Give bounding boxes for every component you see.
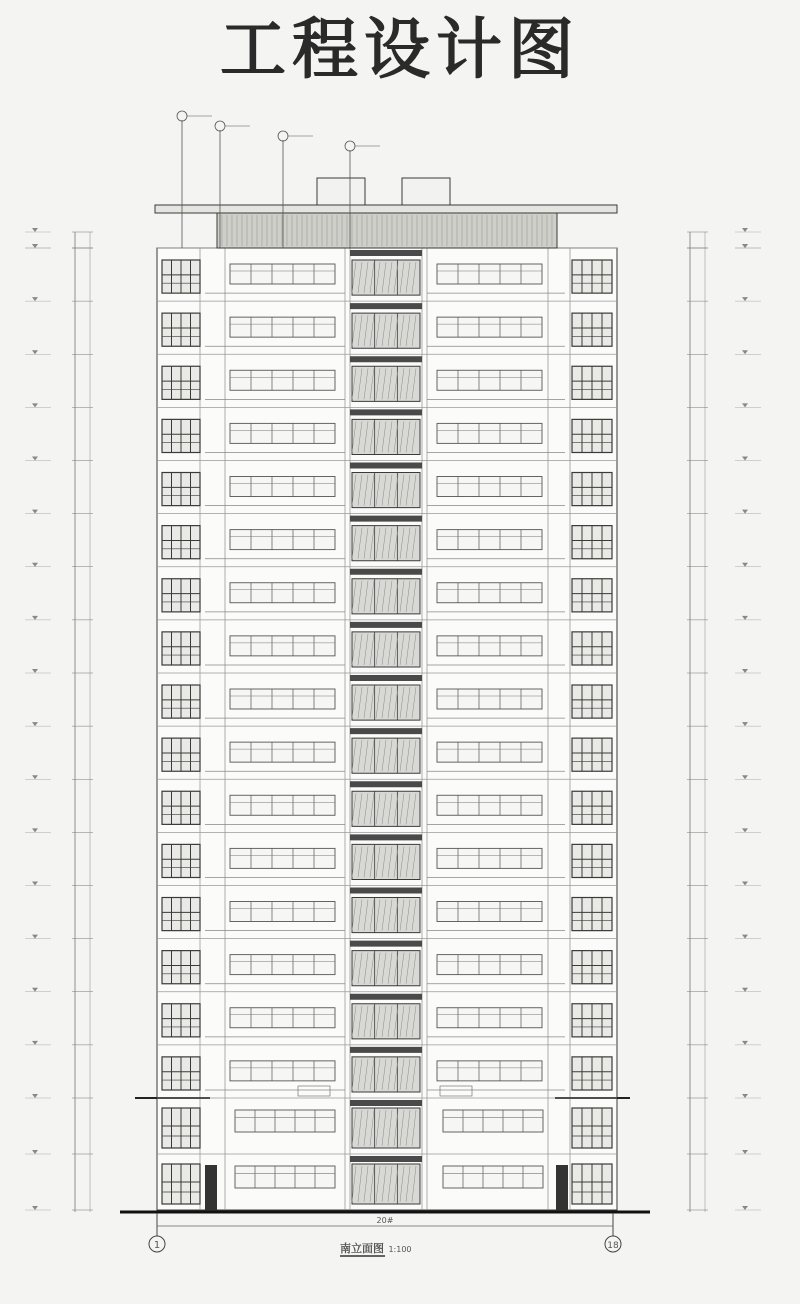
corner-window-right: [572, 791, 612, 824]
level-triangle: [742, 1094, 748, 1098]
core-dark-band: [350, 728, 422, 734]
shop-window-right: [443, 1166, 543, 1188]
balcony-window-right: [437, 477, 542, 497]
entrance-door-left: [205, 1165, 217, 1210]
axis-markers: [149, 1213, 621, 1252]
level-triangle: [742, 669, 748, 673]
level-triangle: [32, 1206, 38, 1210]
level-triangle: [742, 935, 748, 939]
corner-window-left: [162, 951, 200, 984]
corner-window-right: [572, 685, 612, 718]
level-triangle: [742, 297, 748, 301]
corner-window-left: [162, 419, 200, 452]
core-dark-band: [350, 303, 422, 309]
shop-window-left: [235, 1166, 335, 1188]
level-triangle: [742, 403, 748, 407]
corner-window-left: [162, 1164, 200, 1204]
balcony-window-right: [437, 848, 542, 868]
level-triangle: [742, 1041, 748, 1045]
level-marker: [278, 131, 288, 141]
balcony-window-left: [230, 848, 335, 868]
level-triangle: [742, 457, 748, 461]
core-window: [352, 313, 420, 348]
corner-window-right: [572, 1057, 612, 1090]
corner-window-left: [162, 685, 200, 718]
corner-window-right: [572, 844, 612, 877]
core-window: [352, 419, 420, 454]
roof-cornice: [155, 205, 617, 213]
balcony-window-right: [437, 795, 542, 815]
level-marker: [215, 121, 225, 131]
level-triangle: [32, 457, 38, 461]
level-triangle: [32, 244, 38, 248]
level-triangle: [32, 350, 38, 354]
corner-window-right: [572, 473, 612, 506]
corner-window-left: [162, 738, 200, 771]
core-window: [352, 791, 420, 826]
level-triangle: [742, 228, 748, 232]
corner-window-right: [572, 526, 612, 559]
core-dark-band: [350, 994, 422, 1000]
core-window: [352, 260, 420, 295]
level-triangle: [32, 722, 38, 726]
core-dark-band: [350, 463, 422, 469]
corner-window-left: [162, 313, 200, 346]
core-window: [352, 526, 420, 561]
balcony-window-right: [437, 689, 542, 709]
core-dark-band: [350, 1047, 422, 1053]
balcony-window-right: [437, 423, 542, 443]
core-dark-band: [350, 569, 422, 575]
level-marker: [345, 141, 355, 151]
core-window: [352, 844, 420, 879]
core-window: [352, 366, 420, 401]
level-triangle: [32, 669, 38, 673]
corner-window-right: [572, 632, 612, 665]
core-window: [352, 685, 420, 720]
corner-window-left: [162, 473, 200, 506]
entrance-door-right: [556, 1165, 568, 1210]
core-dark-band: [350, 409, 422, 415]
core-dark-band: [350, 834, 422, 840]
core-dark-band: [350, 1100, 422, 1106]
level-triangle: [32, 988, 38, 992]
balcony-window-right: [437, 530, 542, 550]
core-dark-band: [350, 675, 422, 681]
level-triangle: [742, 616, 748, 620]
corner-window-right: [572, 1108, 612, 1148]
balcony-window-right: [437, 902, 542, 922]
corner-window-left: [162, 791, 200, 824]
view-label: 南立面图: [340, 1242, 384, 1255]
corner-window-left: [162, 898, 200, 931]
core-window: [352, 473, 420, 508]
axis-end-label: 18: [607, 1241, 619, 1251]
axis-start-label: 1: [153, 1240, 161, 1251]
roof-machine-room: [402, 178, 450, 205]
corner-window-right: [572, 738, 612, 771]
corner-window-right: [572, 260, 612, 293]
level-triangle: [742, 244, 748, 248]
level-triangle: [742, 775, 748, 779]
roof-machine-room: [317, 178, 365, 205]
balcony-window-left: [230, 317, 335, 337]
corner-window-left: [162, 526, 200, 559]
corner-window-right: [572, 1004, 612, 1037]
level-triangle: [32, 297, 38, 301]
balcony-window-left: [230, 689, 335, 709]
corner-window-left: [162, 260, 200, 293]
level-triangle: [742, 722, 748, 726]
balcony-window-right: [437, 583, 542, 603]
corner-window-right: [572, 366, 612, 399]
balcony-window-left: [230, 742, 335, 762]
core-window: [352, 1004, 420, 1039]
level-triangle: [32, 1150, 38, 1154]
level-triangle: [742, 1150, 748, 1154]
level-triangle: [742, 350, 748, 354]
level-triangle: [32, 228, 38, 232]
scale-label: 1:100: [388, 1245, 412, 1254]
balcony-window-right: [437, 636, 542, 656]
corner-window-right: [572, 1164, 612, 1204]
balcony-window-left: [230, 902, 335, 922]
page-title: 工程设计图: [220, 11, 580, 88]
balcony-window-right: [437, 317, 542, 337]
roof-parapet: [155, 111, 617, 248]
balcony-window-right: [437, 264, 542, 284]
core-dark-band: [350, 356, 422, 362]
core-window: [352, 898, 420, 933]
corner-window-right: [572, 951, 612, 984]
balcony-window-right: [437, 370, 542, 390]
level-triangle: [32, 510, 38, 514]
corner-window-right: [572, 579, 612, 612]
core-dark-band: [350, 888, 422, 894]
core-window: [352, 1164, 420, 1204]
balcony-window-right: [437, 1008, 542, 1028]
balcony-window-left: [230, 795, 335, 815]
balcony-window-left: [230, 530, 335, 550]
balcony-window-right: [437, 1061, 542, 1081]
level-triangle: [742, 988, 748, 992]
level-triangle: [32, 775, 38, 779]
core-window: [352, 579, 420, 614]
core-dark-band: [350, 622, 422, 628]
level-triangle: [32, 403, 38, 407]
level-triangle: [32, 935, 38, 939]
core-window: [352, 1108, 420, 1148]
level-triangle: [742, 563, 748, 567]
balcony-window-left: [230, 1061, 335, 1081]
balcony-window-left: [230, 636, 335, 656]
core-window: [352, 632, 420, 667]
level-triangle: [32, 828, 38, 832]
level-triangle: [742, 882, 748, 886]
level-triangle: [32, 1041, 38, 1045]
core-window: [352, 1057, 420, 1092]
corner-window-right: [572, 898, 612, 931]
shop-window-left: [235, 1110, 335, 1132]
corner-window-right: [572, 313, 612, 346]
level-triangle: [32, 1094, 38, 1098]
level-triangle: [742, 1206, 748, 1210]
balcony-window-left: [230, 583, 335, 603]
corner-window-right: [572, 419, 612, 452]
corner-window-left: [162, 366, 200, 399]
level-triangle: [32, 616, 38, 620]
balcony-window-left: [230, 370, 335, 390]
core-window: [352, 738, 420, 773]
core-dark-band: [350, 941, 422, 947]
core-dark-band: [350, 1156, 422, 1162]
corner-window-left: [162, 1004, 200, 1037]
corner-window-left: [162, 579, 200, 612]
balcony-window-right: [437, 955, 542, 975]
core-dark-band: [350, 250, 422, 256]
overall-dimension-label: 20#: [376, 1216, 394, 1225]
corner-window-left: [162, 844, 200, 877]
balcony-window-left: [230, 423, 335, 443]
corner-window-left: [162, 1108, 200, 1148]
core-dark-band: [350, 516, 422, 522]
balcony-window-left: [230, 1008, 335, 1028]
drawing-caption: [340, 1241, 412, 1256]
level-triangle: [742, 510, 748, 514]
level-marker: [177, 111, 187, 121]
shop-window-right: [443, 1110, 543, 1132]
building-elevation: [135, 248, 630, 1210]
corner-window-left: [162, 1057, 200, 1090]
level-triangle: [32, 882, 38, 886]
core-window: [352, 951, 420, 986]
balcony-window-left: [230, 477, 335, 497]
core-dark-band: [350, 781, 422, 787]
balcony-window-right: [437, 742, 542, 762]
corner-window-left: [162, 632, 200, 665]
level-triangle: [742, 828, 748, 832]
balcony-window-left: [230, 955, 335, 975]
level-triangle: [32, 563, 38, 567]
balcony-window-left: [230, 264, 335, 284]
